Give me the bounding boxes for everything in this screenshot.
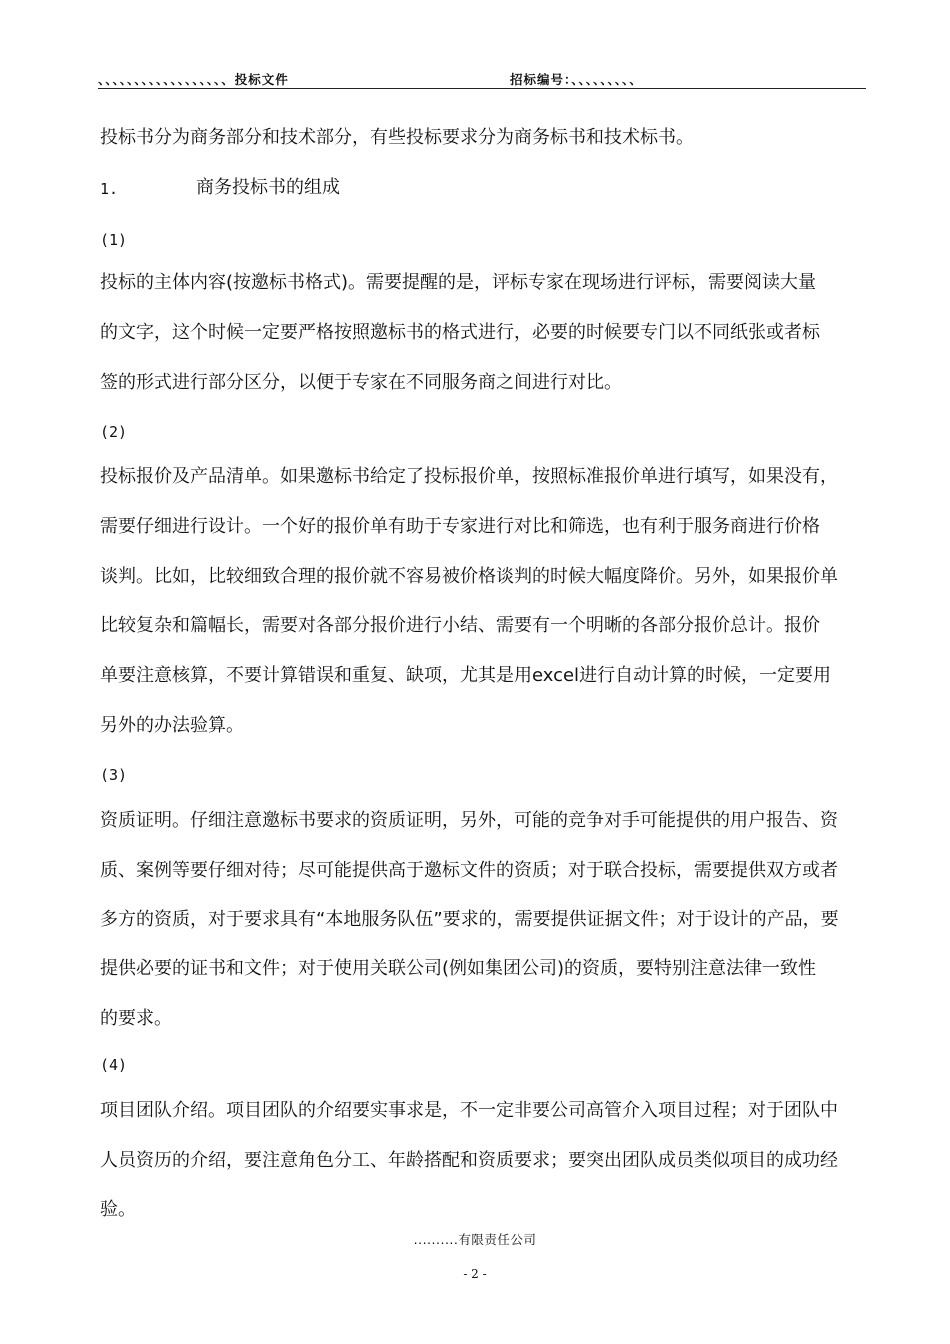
paragraph-line: 人员资历的介绍，要注意角色分工、年龄搭配和资质要求；要突出团队成员类似项目的成功经 [100,1150,838,1171]
paragraph-line: 另外的办法验算。 [100,715,244,736]
paragraph-line: 质、案例等要仔细对待；尽可能提供高于邀标文件的资质；对于联合投标，需要提供双方或者 [100,860,838,881]
paragraph-line: 资质证明。仔细注意邀标书要求的资质证明，另外，可能的竞争对手可能提供的用户报告、资 [100,810,838,831]
header-tender-number: 招标编号：、、、、、、、、、 [510,72,643,87]
item-number: (3) [100,766,128,784]
paragraph-line: 投标报价及产品清单。如果邀标书给定了投标报价单，按照标准报价单进行填写，如果没有， [100,466,838,487]
header-document-title: 、、、、、、、、、、、、、、、、、、投标文件 [98,72,289,87]
paragraph-line: 的要求。 [100,1008,172,1029]
paragraph-line: 需要仔细进行设计。一个好的报价单有助于专家进行对比和筛选，也有利于服务商进行价格 [100,516,820,537]
paragraph-line: 投标的主体内容(按邀标书格式)。需要提醒的是，评标专家在现场进行评标，需要阅读大量 [100,272,817,293]
intro-paragraph: 投标书分为商务部分和技术部分，有些投标要求分为商务标书和技术标书。 [100,127,694,148]
item-number: (1) [100,231,128,249]
section-number: 1. [100,180,119,198]
footer-company-name: ..........有限责任公司 [413,1232,537,1247]
page-number: - 2 - [463,1267,487,1281]
item-number: (4) [100,1056,128,1074]
section-title: 商务投标书的组成 [196,177,340,198]
paragraph-line: 提供必要的证书和文件；对于使用关联公司(例如集团公司)的资质，要特别注意法律一致性 [100,958,817,979]
paragraph-line: 的文字，这个时候一定要严格按照邀标书的格式进行，必要的时候要专门以不同纸张或者标 [100,322,820,343]
paragraph-line: 多方的资质，对于要求具有“本地服务队伍”要求的，需要提供证据文件；对于设计的产品，要 [100,909,839,930]
page-header [98,66,866,89]
paragraph-line: 项目团队介绍。项目团队的介绍要实事求是，不一定非要公司高管介入项目过程；对于团队中 [100,1100,838,1121]
paragraph-line: 单要注意核算，不要计算错误和重复、缺项，尤其是用excel进行自动计算的时候，一定要用 [100,665,832,686]
paragraph-line: 验。 [100,1199,136,1220]
paragraph-line: 谈判。比如，比较细致合理的报价就不容易被价格谈判的时候大幅度降价。另外，如果报价单 [100,566,838,587]
item-number: (2) [100,423,128,441]
paragraph-line: 签的形式进行部分区分，以便于专家在不同服务商之间进行对比。 [100,372,622,393]
paragraph-line: 比较复杂和篇幅长，需要对各部分报价进行小结、需要有一个明晰的各部分报价总计。报价 [100,615,820,636]
